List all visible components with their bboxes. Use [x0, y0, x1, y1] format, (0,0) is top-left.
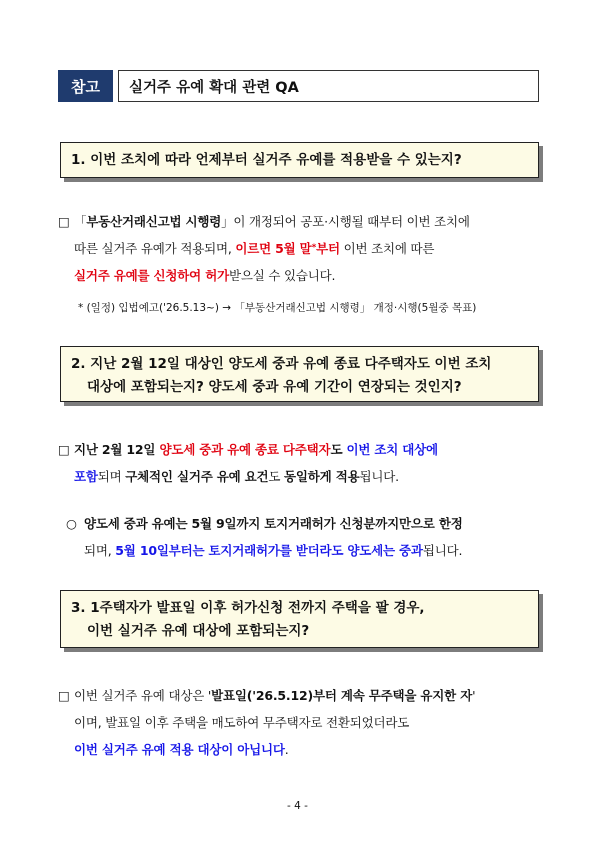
answer-2-sub-line-1: ○ 양도세 중과 유예는 5월 9일까지 토지거래허가 신청분까지만으로 한정: [66, 510, 546, 537]
tax-highlight: 5월 10일부터는 토지거래허가를 받더라도 양도세는 중과: [115, 543, 423, 558]
answer-3-line-2: 이며, 발표일 이후 주택을 매도하여 무주택자로 전환되었더라도: [74, 715, 410, 730]
answer-1-line-3: 실거주 유예를 신청하여 허가받으실 수 있습니다.: [74, 268, 336, 283]
section-title: 실거주 유예 확대 관련 QA: [118, 70, 539, 102]
page-number: - 4 -: [287, 800, 308, 812]
answer-3: [58, 682, 548, 763]
checkbox-icon: □: [58, 688, 70, 703]
included-highlight: 이번 조치 대상에: [346, 442, 438, 457]
answer-1: [58, 208, 548, 289]
answer-2-line-1: □ 지난 2월 12일 양도세 중과 유예 종료 다주택자도 이번 조치 대상에: [58, 436, 548, 463]
start-date-highlight: 이르면 5월 말: [235, 241, 312, 256]
circle-bullet-icon: ○: [66, 516, 77, 531]
answer-1-line-2: 따른 실거주 유예가 적용되며, 이르면 5월 말*부터 이번 조치에 따른: [74, 241, 435, 256]
answer-1-line-1: □ 「부동산거래신고법 시행령」이 개정되어 공포·시행될 때부터 이번 조치에: [58, 208, 548, 235]
answer-2-sub-line-2: 되며, 5월 10일부터는 토지거래허가를 받더라도 양도세는 중과됩니다.: [84, 543, 463, 558]
checkbox-icon: □: [58, 214, 70, 229]
question-3-line-2: 이번 실거주 유예 대상에 포함되는지?: [87, 623, 310, 639]
question-box-3: [60, 590, 539, 648]
eligibility-highlight: 발표일('26.5.12)부터 계속 무주택을 유지한 자: [211, 688, 473, 703]
answer-3-line-3: 이번 실거주 유예 적용 대상이 아닙니다.: [74, 742, 289, 757]
question-box-1: [60, 142, 539, 178]
answer-2: [58, 436, 548, 490]
question-2-line-1: 2. 지난 2월 12일 대상인 양도세 중과 유예 종료 다주택자도 이번 조치: [71, 356, 492, 372]
law-name: 부동산거래신고법 시행령: [86, 214, 222, 229]
question-3-line-1: 3. 1주택자가 발표일 이후 허가신청 전까지 주택을 팔 경우,: [71, 600, 425, 616]
not-eligible-highlight: 이번 실거주 유예 적용 대상이 아닙니다: [74, 742, 285, 757]
question-box-2: [60, 346, 539, 402]
footnote-schedule: * (일정) 입법예고('26.5.13~) → 「부동산거래신고법 시행령」 개정·시행(5월중 목표): [78, 302, 477, 314]
apply-highlight: 실거주 유예를 신청하여 허가: [74, 268, 229, 283]
question-1-text: 1. 이번 조치에 따라 언제부터 실거주 유예를 적용받을 수 있는지?: [71, 152, 462, 168]
section-header: [58, 70, 539, 102]
target-highlight: 양도세 중과 유예 종료 다주택자: [159, 442, 331, 457]
answer-2-line-2: 포함되며 구체적인 실거주 유예 요건도 동일하게 적용됩니다.: [74, 469, 399, 484]
answer-2-sub: [66, 510, 546, 564]
checkbox-icon: □: [58, 442, 70, 457]
question-2-line-2: 대상에 포함되는지? 양도세 중과 유예 기간이 연장되는 것인지?: [87, 379, 462, 395]
answer-3-line-1: □ 이번 실거주 유예 대상은 '발표일('26.5.12)부터 계속 무주택을 유지한 자': [58, 682, 548, 709]
reference-tag: 참고: [58, 70, 113, 102]
